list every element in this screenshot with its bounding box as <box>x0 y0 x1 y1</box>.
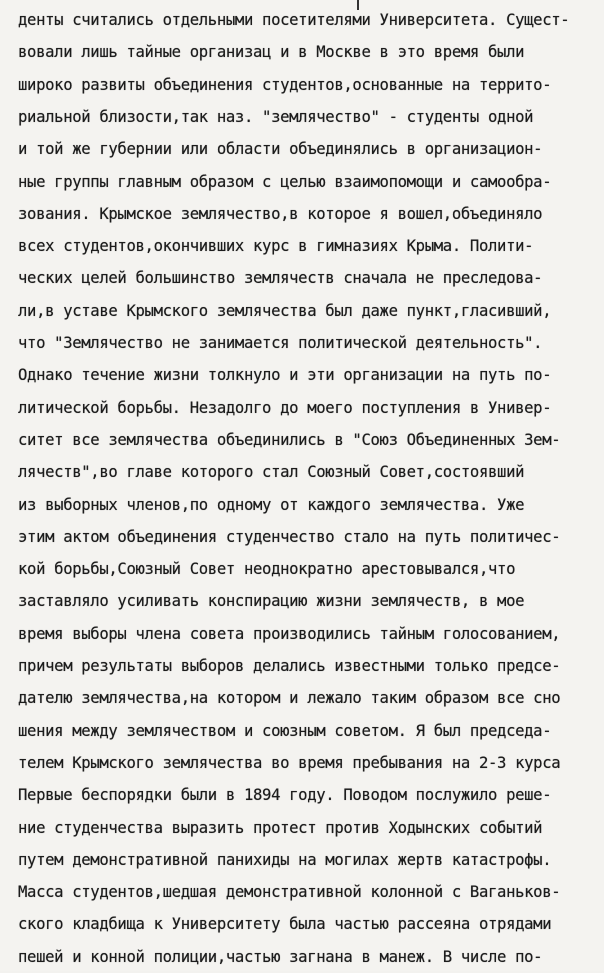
text-line: вовали лишь тайные организац и в Москве в это время были <box>18 43 525 62</box>
text-line: всех студентов,окончивших курс в гимназиях Крыма. Полити- <box>18 237 534 256</box>
text-line: лячеств",во главе которого стал Союзный Совет,состоявший <box>18 463 525 482</box>
text-line: Первые беспорядки были в 1894 году. Поводом послужило реше- <box>18 786 552 805</box>
text-line: ные группы главным образом с целью взаимопомощи и самообра- <box>18 172 552 191</box>
text-line: ние студенчества выразить протест против Ходынских событий <box>18 818 543 837</box>
text-line: литической борьбы. Незадолго до моего поступления в Универ- <box>18 398 552 417</box>
text-line: Однако течение жизни толкнуло и эти организации на путь по- <box>18 366 552 385</box>
text-line: путем демонстративной панихиды на могилах жертв катастрофы. <box>18 850 552 869</box>
text-line: причем результаты выборов делались известными только предсе- <box>18 657 561 675</box>
text-line: и той же губернии или области объединялись в организацион- <box>18 140 543 159</box>
text-line: широко развиты объединения студентов,основанные на террито- <box>18 75 552 94</box>
text-line: Масса студентов,шедшая демонстративной колонной с Ваганьков- <box>18 883 561 902</box>
text-line: ситет все землячества объединились в "Союз Объединенных Зем- <box>18 430 561 449</box>
text-line: риальной близости,так наз. "землячество" - студенты одной <box>18 107 534 126</box>
text-line: что "Землячество не занимается политической деятельность". <box>18 334 543 352</box>
text-line: пешей и конной полиции,частью загнана в манеж. В числе по- <box>18 947 543 966</box>
text-line: ского кладбища к Университету была частью рассеяна отрядами <box>18 915 552 934</box>
text-line: телем Крымского землячества во время пребывания на 2-3 курса <box>18 753 561 772</box>
text-line: денты считались отдельными посетителями Университета. Сущест- <box>18 11 570 29</box>
text-line: из выборных членов,по одному от каждого землячества. Уже <box>18 495 525 514</box>
text-line: шения между землячеством и союзным советом. Я был председа- <box>18 721 552 740</box>
text-line: дателю землячества,на котором и лежало таким образом все сно <box>18 689 561 708</box>
text-line: время выборы члена совета производились тайным голосованием, <box>18 624 561 643</box>
text-line: зования. Крымское землячество,в которое я вошел,объединяло <box>18 204 543 223</box>
text-line: кой борьбы,Союзный Совет неоднократно арестовывался,что <box>18 560 516 579</box>
text-line: этим актом объединения студенчество стало на путь политичес- <box>18 527 561 546</box>
text-line: ческих целей большинство землячеств сначала не преследова- <box>18 269 543 288</box>
text-line: заставляло усиливать конспирацию жизни землячеств, в мое <box>18 592 525 611</box>
text-line: ли,в уставе Крымского землячества был даже пункт,гласивший, <box>18 301 552 320</box>
